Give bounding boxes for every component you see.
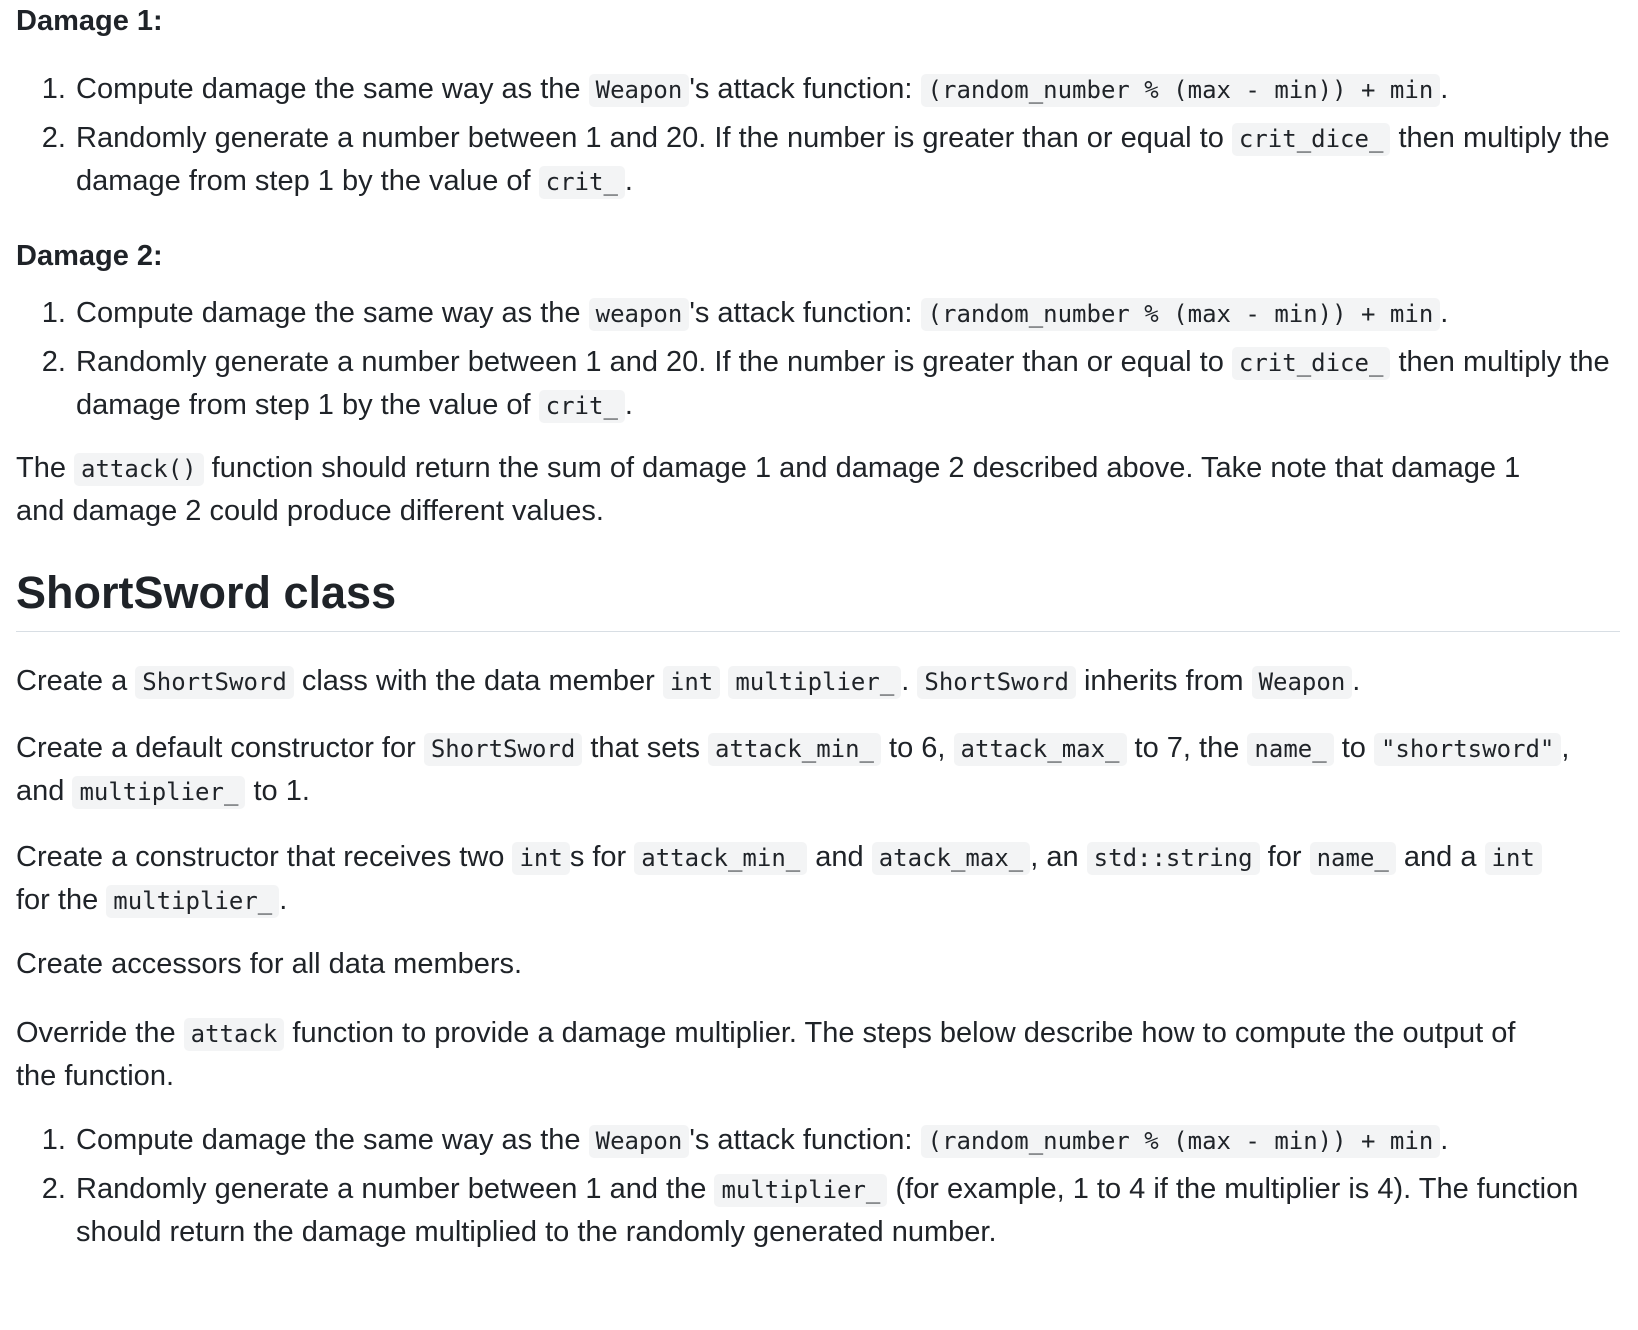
code-attack-min: attack_min_ [634,842,807,875]
code-int: int [663,666,720,699]
code-weapon: Weapon [589,1125,690,1158]
code-crit: crit_ [539,390,625,423]
code-crit-dice: crit_dice_ [1232,347,1391,380]
code-weapon: Weapon [1252,666,1353,699]
code-formula: (random_number % (max - min)) + min [921,74,1441,107]
shortsword-para1: Create a ShortSword class with the data member int multiplier_ . ShortSword inherits from Weapon . [16,665,1361,697]
shortsword-step2: 2. Randomly generate a number between 1 and the multiplier_ (for example, 1 to 4 if the multiplier is 4). The function should return the damage multiplied to the randomly generated number. [74,1168,1614,1253]
code-crit: crit_ [539,166,625,199]
damage2-step2: 2. Randomly generate a number between 1 and 20. If the number is greater than or equal to crit_dice_ then multiply the damage from step 1 by the value of crit_ . [74,341,1614,427]
code-multiplier: multiplier_ [106,885,279,918]
code-attack: attack [184,1018,285,1051]
shortsword-para2: Create a default constructor for ShortSword that sets attack_min_ to 6, attack_max_ to 7, the name_ to "shortsword" , and multiplier_ to 1. [16,732,1570,807]
code-multiplier: multiplier_ [728,666,901,699]
code-name: name_ [1310,842,1396,875]
damage1-step2: 2. Randomly generate a number between 1 and 20. If the number is greater than or equal to crit_dice_ then multiply the damage from step 1 by the value of crit_ . [74,117,1614,203]
code-attack-max: attack_max_ [954,733,1127,766]
attack-summary: The attack() function should return the sum of damage 1 and damage 2 described above. Take note that damage 1 and damage 2 could produce different values. [16,452,1521,527]
shortsword-steps [16,1119,1614,1253]
code-shortsword: ShortSword [135,666,294,699]
damage1-heading: Damage 1: [16,5,163,37]
code-shortsword: ShortSword [917,666,1076,699]
code-std-string: std::string [1087,842,1260,875]
code-int: int [1485,842,1542,875]
shortsword-para5: Override the attack function to provide a damage multiplier. The steps below describe how to compute the output of the function. [16,1017,1516,1092]
code-crit-dice: crit_dice_ [1232,123,1391,156]
code-multiplier: multiplier_ [72,776,245,809]
damage2-steps [16,292,1614,427]
shortsword-step1: 1. Compute damage the same way as the Weapon 's attack function: (random_number % (max - min)) + min . [74,1119,1614,1162]
code-shortsword-string: "shortsword" [1374,733,1561,766]
code-weapon: weapon [589,298,690,331]
code-weapon: Weapon [589,74,690,107]
damage1-steps [16,68,1614,203]
code-name: name_ [1247,733,1333,766]
damage2-heading: Damage 2: [16,240,163,272]
code-atack-max: atack_max_ [872,842,1031,875]
section-title-shortsword: ShortSword class [16,565,1620,632]
code-formula: (random_number % (max - min)) + min [921,298,1441,331]
code-shortsword: ShortSword [424,733,583,766]
code-multiplier: multiplier_ [714,1174,887,1207]
code-attack-min: attack_min_ [708,733,881,766]
code-int: int [512,842,569,875]
code-attack: attack() [74,453,204,486]
damage2-step1: 1. Compute damage the same way as the weapon 's attack function: (random_number % (max - min)) + min . [74,292,1614,335]
shortsword-para4: Create accessors for all data members. [16,948,523,980]
code-formula: (random_number % (max - min)) + min [921,1125,1441,1158]
shortsword-para3: Create a constructor that receives two int s for attack_min_ and atack_max_ , an std::string for name_ and a int for the multiplier_ . [16,836,1576,922]
damage1-step1: 1. Compute damage the same way as the Weapon 's attack function: (random_number % (max - min)) + min . [74,68,1614,111]
